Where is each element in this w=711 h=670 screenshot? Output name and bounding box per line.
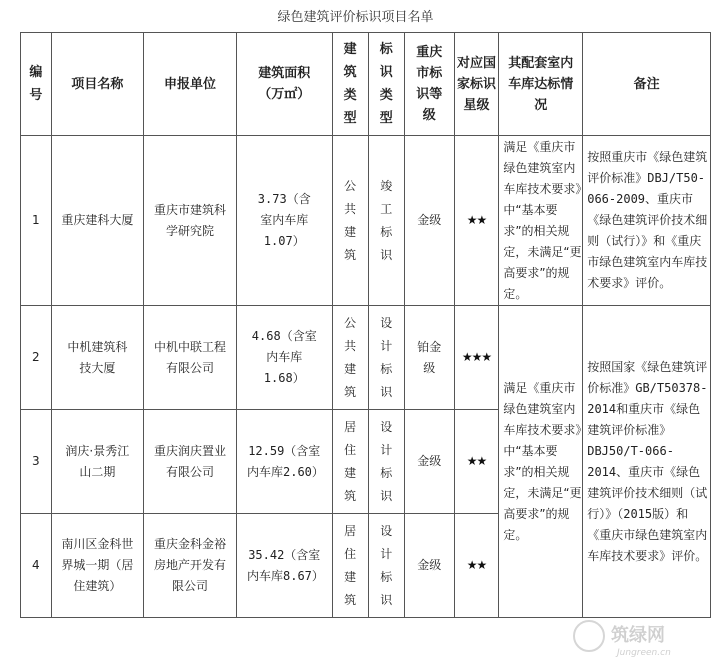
header-label-type: 标识类型 bbox=[368, 33, 404, 136]
header-nat-star: 对应国家标识星级 bbox=[454, 33, 499, 136]
row-area: 12.59（含室内车库2.60） bbox=[237, 410, 333, 514]
row-remark-merged: 按照国家《绿色建筑评价标准》GB/T50378-2014和重庆市《绿色建筑评价标准》DBJ50/T-066-2014、重庆市《绿色建筑评价技术细则（试行）》（2015版）和《重庆市绿色建筑室内车库技术要求》评价。 bbox=[583, 306, 711, 618]
row-nat-star: ★★ bbox=[454, 514, 499, 618]
page-title: 绿色建筑评价标识项目名单 bbox=[277, 10, 434, 25]
row-no: 4 bbox=[21, 514, 52, 618]
project-table bbox=[20, 32, 711, 618]
table-row bbox=[21, 306, 711, 410]
row-area: 3.73（含室内车库1.07） bbox=[237, 136, 333, 306]
row-applicant: 重庆市建筑科学研究院 bbox=[143, 136, 236, 306]
header-area: 建筑面积（万㎡） bbox=[237, 33, 333, 136]
header-name: 项目名称 bbox=[51, 33, 143, 136]
header-type: 建筑类型 bbox=[332, 33, 368, 136]
row-nat-star: ★★ bbox=[454, 136, 499, 306]
row-nat-star: ★★ bbox=[454, 410, 499, 514]
row-name: 重庆建科大厦 bbox=[51, 136, 143, 306]
row-label-type: 设计标识 bbox=[368, 306, 404, 410]
table-header-row bbox=[21, 33, 711, 136]
row-applicant: 中机中联工程有限公司 bbox=[143, 306, 236, 410]
header-garage: 其配套室内车库达标情况 bbox=[499, 33, 583, 136]
row-label-type: 设计标识 bbox=[368, 514, 404, 618]
row-type: 公共建筑 bbox=[332, 136, 368, 306]
row-name: 南川区金科世界城一期（居住建筑） bbox=[51, 514, 143, 618]
header-no: 编号 bbox=[21, 33, 52, 136]
row-cq-level: 铂金级 bbox=[404, 306, 454, 410]
header-applicant: 申报单位 bbox=[143, 33, 236, 136]
row-applicant: 重庆润庆置业有限公司 bbox=[143, 410, 236, 514]
row-name: 润庆·景秀江山二期 bbox=[51, 410, 143, 514]
row-type: 居住建筑 bbox=[332, 410, 368, 514]
leaf-icon bbox=[573, 620, 605, 652]
row-label-type: 竣工标识 bbox=[368, 136, 404, 306]
row-applicant: 重庆金科金裕房地产开发有限公司 bbox=[143, 514, 236, 618]
row-area: 4.68（含室内车库1.68） bbox=[237, 306, 333, 410]
row-area: 35.42（含室内车库8.67） bbox=[237, 514, 333, 618]
row-garage: 满足《重庆市绿色建筑室内车库技术要求》中“基本要求”的相关规定，未满足“更高要求”的规定。 bbox=[499, 136, 583, 306]
row-nat-star: ★★★ bbox=[454, 306, 499, 410]
row-type: 公共建筑 bbox=[332, 306, 368, 410]
row-cq-level: 金级 bbox=[404, 514, 454, 618]
row-label-type: 设计标识 bbox=[368, 410, 404, 514]
row-type: 居住建筑 bbox=[332, 514, 368, 618]
row-garage-merged: 满足《重庆市绿色建筑室内车库技术要求》中“基本要求”的相关规定，未满足“更高要求”的规定。 bbox=[499, 306, 583, 618]
row-cq-level: 金级 bbox=[404, 136, 454, 306]
row-remark: 按照重庆市《绿色建筑评价标准》DBJ/T50-066-2009、重庆市《绿色建筑评价技术细则（试行）》和《重庆市绿色建筑室内车库技术要求》评价。 bbox=[583, 136, 711, 306]
watermark-logo: 筑绿网 Jungreen.cn bbox=[573, 620, 703, 664]
row-no: 3 bbox=[21, 410, 52, 514]
row-name: 中机建筑科技大厦 bbox=[51, 306, 143, 410]
row-cq-level: 金级 bbox=[404, 410, 454, 514]
table-row bbox=[21, 136, 711, 306]
row-no: 1 bbox=[21, 136, 52, 306]
header-remark: 备注 bbox=[583, 33, 711, 136]
header-cq-level: 重庆市标识等级 bbox=[404, 33, 454, 136]
row-no: 2 bbox=[21, 306, 52, 410]
